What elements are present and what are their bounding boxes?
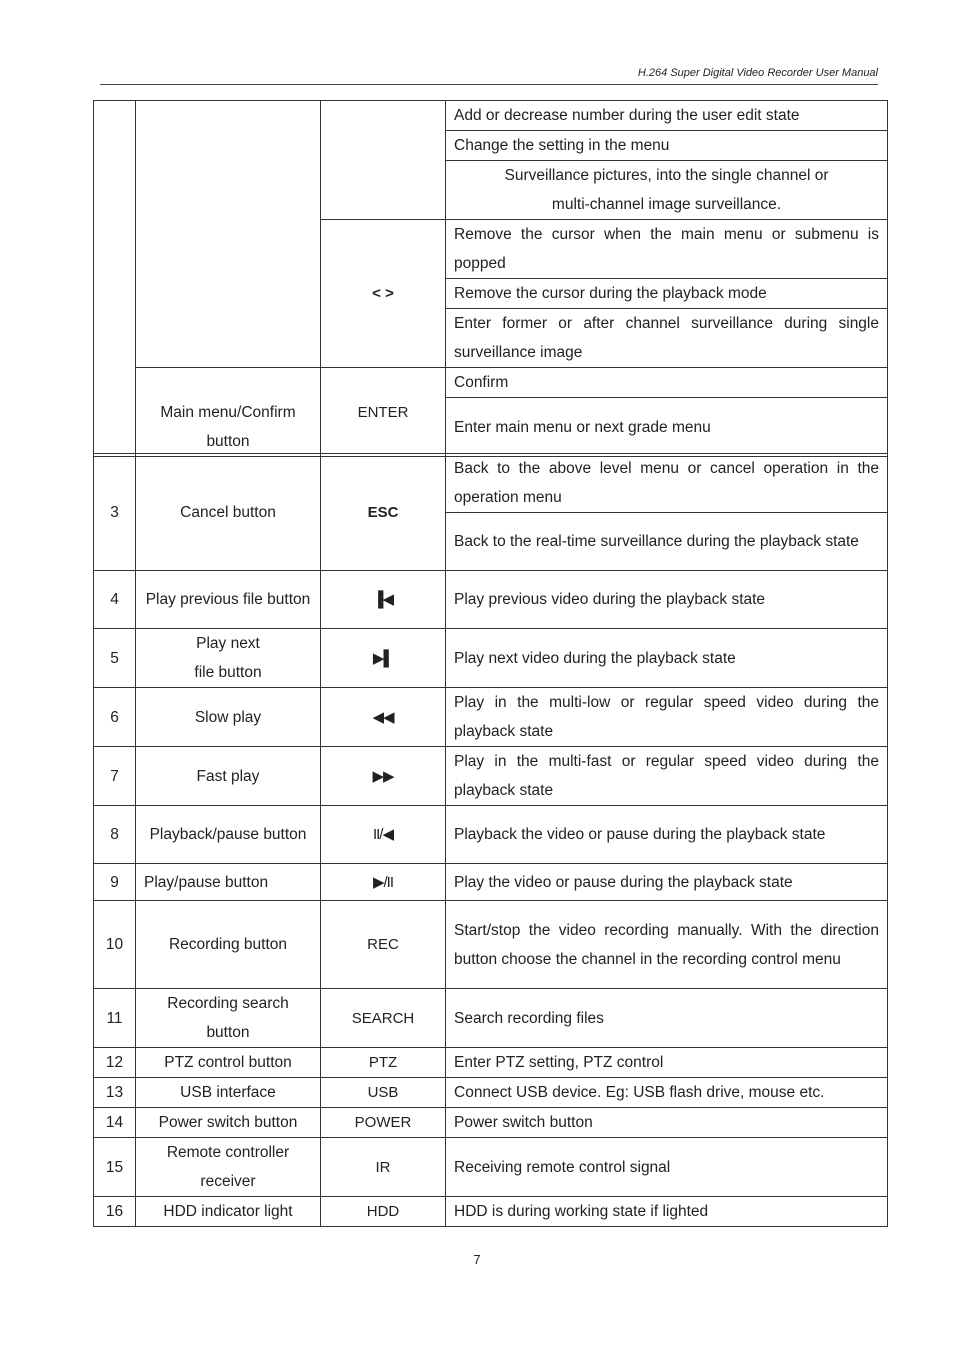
table-row: [94, 1078, 888, 1108]
description-cell: Play the video or pause during the playback state: [446, 864, 888, 901]
description-cell: Search recording files: [446, 989, 888, 1048]
description-cell: Enter former or after channel surveillance during single surveillance image: [446, 309, 888, 368]
table-row: [94, 571, 888, 629]
button-name-cell: Fast play: [136, 747, 321, 806]
next-file-icon: ▶▌: [321, 629, 446, 688]
button-name-cell: Remote controller receiver: [136, 1138, 321, 1197]
button-name-cell: Play previous file button: [136, 571, 321, 629]
button-name-cell: [136, 101, 321, 368]
playback-pause-icon: II/◀: [321, 806, 446, 864]
description-cell: Change the setting in the menu: [446, 131, 888, 161]
row-number: 4: [94, 571, 136, 629]
table-row: [94, 806, 888, 864]
table-row: [94, 368, 888, 398]
description-cell: Play next video during the playback state: [446, 629, 888, 688]
key-cell: [321, 101, 446, 220]
description-cell: Playback the video or pause during the playback state: [446, 806, 888, 864]
key-cell: IR: [321, 1138, 446, 1197]
row-number: 12: [94, 1048, 136, 1078]
key-cell: PTZ: [321, 1048, 446, 1078]
row-number: 6: [94, 688, 136, 747]
key-cell: ESC: [321, 454, 446, 571]
row-number: 7: [94, 747, 136, 806]
key-cell: ENTER: [321, 368, 446, 457]
table-row: [94, 688, 888, 747]
table-row: [94, 901, 888, 989]
row-number: 5: [94, 629, 136, 688]
description-cell: Play previous video during the playback state: [446, 571, 888, 629]
description-cell: Connect USB device. Eg: USB flash drive, mouse etc.: [446, 1078, 888, 1108]
description-cell: [446, 161, 888, 220]
description-cell: Back to the real-time surveillance during the playback state: [446, 513, 888, 571]
table-row: [94, 101, 888, 131]
row-number: 9: [94, 864, 136, 901]
button-name-cell: Cancel button: [136, 454, 321, 571]
description-line: Surveillance pictures, into the single channel or: [504, 167, 829, 184]
row-number: 11: [94, 989, 136, 1048]
description-cell: Enter PTZ setting, PTZ control: [446, 1048, 888, 1078]
button-name-cell: Recording button: [136, 901, 321, 989]
key-cell: POWER: [321, 1108, 446, 1138]
key-cell: HDD: [321, 1197, 446, 1227]
row-number: 13: [94, 1078, 136, 1108]
description-cell: Play in the multi-fast or regular speed video during the playback state: [446, 747, 888, 806]
row-number: 8: [94, 806, 136, 864]
running-header: H.264 Super Digital Video Recorder User Manual: [637, 67, 878, 79]
button-name-cell: Play/pause button: [136, 864, 321, 901]
row-number: 15: [94, 1138, 136, 1197]
button-name-cell: Recording search button: [136, 989, 321, 1048]
key-cell: REC: [321, 901, 446, 989]
table-row: [94, 989, 888, 1048]
description-cell: Play in the multi-low or regular speed video during the playback state: [446, 688, 888, 747]
description-cell: Back to the above level menu or cancel operation in the operation menu: [446, 454, 888, 513]
description-cell: Start/stop the video recording manually. With the direction button choose the channel in the recording control menu: [446, 901, 888, 989]
table-row: [94, 747, 888, 806]
button-name-cell: [136, 629, 321, 688]
description-cell: Receiving remote control signal: [446, 1138, 888, 1197]
header-rule: [100, 84, 878, 85]
play-pause-icon: ▶/II: [321, 864, 446, 901]
button-name-line: Play next: [196, 635, 260, 652]
row-number: 14: [94, 1108, 136, 1138]
button-name-cell: Main menu/Confirm button: [136, 368, 321, 457]
button-name-cell: Slow play: [136, 688, 321, 747]
description-cell: Remove the cursor during the playback mode: [446, 279, 888, 309]
row-number: 3: [94, 454, 136, 571]
button-function-table: [93, 100, 888, 457]
button-name-cell: HDD indicator light: [136, 1197, 321, 1227]
fast-play-icon: ▶▶: [321, 747, 446, 806]
table-row: [94, 454, 888, 513]
description-cell: HDD is during working state if lighted: [446, 1197, 888, 1227]
button-name-cell: Playback/pause button: [136, 806, 321, 864]
previous-file-icon: ▐◀: [321, 571, 446, 629]
button-name-cell: USB interface: [136, 1078, 321, 1108]
key-cell: USB: [321, 1078, 446, 1108]
button-name-line: file button: [194, 664, 262, 681]
row-number: 10: [94, 901, 136, 989]
description-cell: Add or decrease number during the user edit state: [446, 101, 888, 131]
table-row: [94, 1048, 888, 1078]
button-function-table-lower: [93, 453, 888, 1227]
description-cell: Remove the cursor when the main menu or submenu is popped: [446, 220, 888, 279]
description-cell: Confirm: [446, 368, 888, 398]
row-number-cell: [94, 101, 136, 457]
table-row: [94, 629, 888, 688]
page-number: 7: [473, 1252, 481, 1267]
table-row: [94, 1197, 888, 1227]
table-row: [94, 864, 888, 901]
button-name-cell: PTZ control button: [136, 1048, 321, 1078]
table-row: [94, 1138, 888, 1197]
description-cell: Power switch button: [446, 1108, 888, 1138]
button-name-cell: Power switch button: [136, 1108, 321, 1138]
description-cell: Enter main menu or next grade menu: [446, 398, 888, 457]
row-number: 16: [94, 1197, 136, 1227]
description-line: multi-channel image surveillance.: [551, 196, 782, 213]
arrow-keys-cell: < >: [321, 220, 446, 368]
slow-play-icon: ◀◀: [321, 688, 446, 747]
table-row: [94, 1108, 888, 1138]
key-cell: SEARCH: [321, 989, 446, 1048]
